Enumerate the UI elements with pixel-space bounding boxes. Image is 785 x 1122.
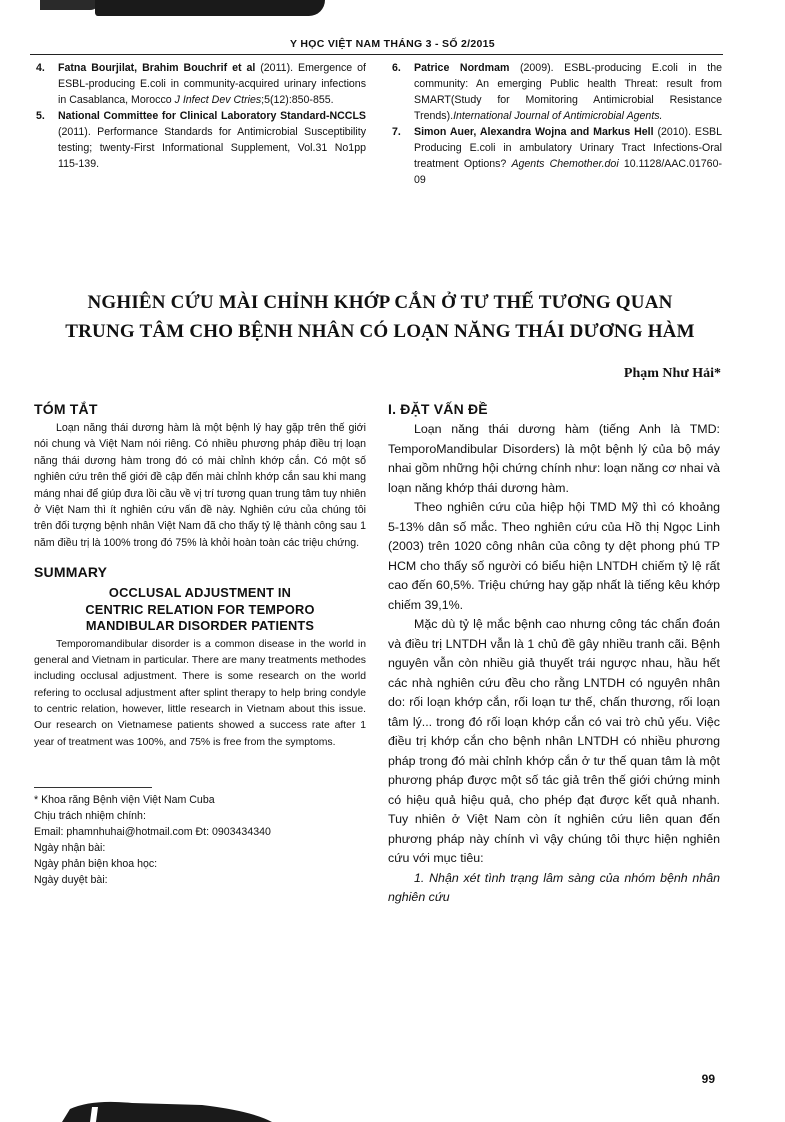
reference-authors: Fatna Bourjilat, Brahim Bouchrif et al [58,62,256,74]
reference-authors: National Committee for Clinical Laboratory Standard-NCCLS [58,110,366,122]
intro-heading: I. ĐẶT VẤN ĐỀ [388,401,488,417]
footnote-rule [34,787,152,788]
reference-text: (2011). Emergence of ESBL-producing E.coli in community-acquired urinary infections in Casablanca, Morocco [58,62,366,106]
reference-authors: Patrice Nordmam [414,62,510,74]
reference-item [392,60,722,124]
reference-journal: J Infect Dev Ctries [174,94,262,106]
references-right-column [392,60,722,188]
reference-journal: Agents Chemother.doi [511,158,619,170]
reference-number: 6. [392,62,401,74]
summary-heading: SUMMARY [34,564,108,581]
intro-paragraph: Mặc dù tỷ lệ mắc bệnh cao nhưng công tác chẩn đoán và điều trị LNTDH vẫn là 1 chủ đề gây nhiều tranh cãi. Bệnh nguyên vẫn còn nhiều giả thuyết trái ngược nhau, hầu hết các nhà nghiên cứu đều cho rằng LNTDH có nguyên nhân do: rối loạn khớp cắn, rối loạn tư thế, chấn thương, rối loạn tâm lý... trong đó rối loạn khớp cắn có vai trò chủ yếu. Việc điều trị khớp cắn cho bệnh nhân LNTDH có nhiều phương pháp trong đó mài chỉnh khớp cắn ở tư thế quan tâm là một phương pháp được một số tác giả trên thế giới chứng minh có hiệu quả hiệu quả, cho phép đạt được kết quả nhanh. Tuy nhiên ở Việt Nam còn ít nghiên cứu liên quan đến phương pháp này chính vì vậy chúng tôi thực hiện nghiên cứu với mục tiêu: [388,617,720,865]
summary-title [34,585,366,635]
reference-text: (2011). Performance Standards for Antimicrobial Susceptibility testing; twenty-First Informational Supplement, Vol.31 No1pp 115-139. [58,126,366,170]
summary-en-text: Temporomandibular disorder is a common disease in the world in general and Vietnam in particular. There are many treatments methodes including occlusal adjustment. There is some research on the world refering to occlusal adjustment after splint therapy to help bring condyle to centric relation, however, little research in Vietnam about this issue. Our research on Vietnamese patients showed a success rate after 1 year of treatment was 100%, and 75% is free from the symptoms. [34,638,366,748]
footnote-responsible: Chịu trách nhiệm chính: [34,809,146,822]
article-title-line: TRUNG TÂM CHO BỆNH NHÂN CÓ LOẠN NĂNG THÁI DƯƠNG HÀM [65,321,695,342]
left-column [34,398,366,888]
reference-text: (2010). ESBL Producing E.coli in ambulatory Urinary Tract Infections-Oral treatment Options? [414,126,723,170]
scan-artifact-top [95,0,325,16]
article-author: Phạm Như Hải* [623,366,721,381]
summary-title-line: CENTRIC RELATION FOR TEMPORO [85,601,315,617]
reference-number: 5. [36,110,45,122]
article-title-line: NGHIÊN CỨU MÀI CHỈNH KHỚP CẮN Ở TƯ THẾ TƯƠNG QUAN [87,292,673,313]
reference-item [36,108,366,172]
footnote-approved: Ngày duyệt bài: [34,873,108,886]
footnote-contact: Email: phamnhuhai@hotmail.com Đt: 0903434340 [34,825,271,838]
scan-artifact-top-left [40,0,100,10]
abstract-vi-text: Loạn năng thái dương hàm là một bệnh lý hay gặp trên thế giới nói chung và Việt Nam nói riêng. Có nhiều phương pháp điều trị loạn năng thái dương hàm trong đó có mài chỉnh khớp cắn. Có một số nghiên cứu trên thế giới đề cập đến mài chỉnh khớp cắn sau khi mang máng nhai để giúp đưa lồi cầu về vị trí tương quan trung tâm tuy nhiên ở Việt Nam thì ít nghiên cứu vấn đề này. Nghiên cứu của chúng tôi trên đối tượng bệnh nhân Việt Nam đã cho thấy tỷ lệ thành công sau 1 năm điều trị là 100% trong đó 75% là khỏi hoàn toàn các triệu chứng. [34,422,366,549]
reference-text: (2009). ESBL-producing E.coli in the community: An emerging Public health Threat: result from SMART(Study for Momitoring Antimicrobial Resistance Trends). [414,62,722,122]
intro-objective: 1. Nhận xét tình trạng lâm sàng của nhóm bệnh nhân nghiên cứu [388,870,720,904]
abstract-heading: TÓM TẮT [34,401,98,417]
reference-tail: ;5(12):850-855. [261,94,334,106]
summary-title-line: OCCLUSAL ADJUSTMENT IN [108,585,292,601]
header-rule [30,54,723,55]
running-header: Y HỌC VIỆT NAM THÁNG 3 - SỐ 2/2015 [290,38,495,50]
footnote [34,792,366,888]
page-number: 99 [701,1072,715,1086]
reference-journal: International Journal of Antimicrobial Agents. [453,110,663,122]
reference-number: 4. [36,62,45,74]
footnote-reviewed: Ngày phản biện khoa học: [34,857,158,870]
reference-number: 7. [392,126,401,138]
article-title [40,288,720,346]
intro-paragraph: Loạn năng thái dương hàm (tiếng Anh là TMD: TemporoMandibular Disorders) là một bệnh lý của bộ máy nhai gồm những hội chứng chính như: loạn năng cơ nhai và loạn năng khớp thái dương hàm. [388,422,720,495]
footnote-affiliation: * Khoa răng Bệnh viện Việt Nam Cuba [34,793,215,806]
scan-artifact-bottom [62,1097,272,1122]
right-column [388,398,720,908]
summary-title-line: MANDIBULAR DISORDER PATIENTS [85,618,315,634]
reference-authors: Simon Auer, Alexandra Wojna and Markus Hell [414,126,654,138]
intro-paragraph: Theo nghiên cứu của hiệp hội TMD Mỹ thì có khoảng 5-13% dân số mắc. Theo nghiên cứu của Hồ thị Ngọc Linh (2003) trên 1020 công nhân của công ty dệt phong phú TP HCM cho thấy số người có biểu hiện LNTDH chiếm tỷ lệ rất cao đến 60,5%. Triệu chứng hay gặp nhất là tiếng kêu khớp chiếm 39,1%. [388,500,720,612]
reference-item [36,60,366,108]
footnote-received: Ngày nhận bài: [34,841,106,854]
references-left-column [36,60,366,172]
reference-item [392,124,722,188]
reference-tail: 10.1128/AAC.01760-09 [414,158,722,186]
